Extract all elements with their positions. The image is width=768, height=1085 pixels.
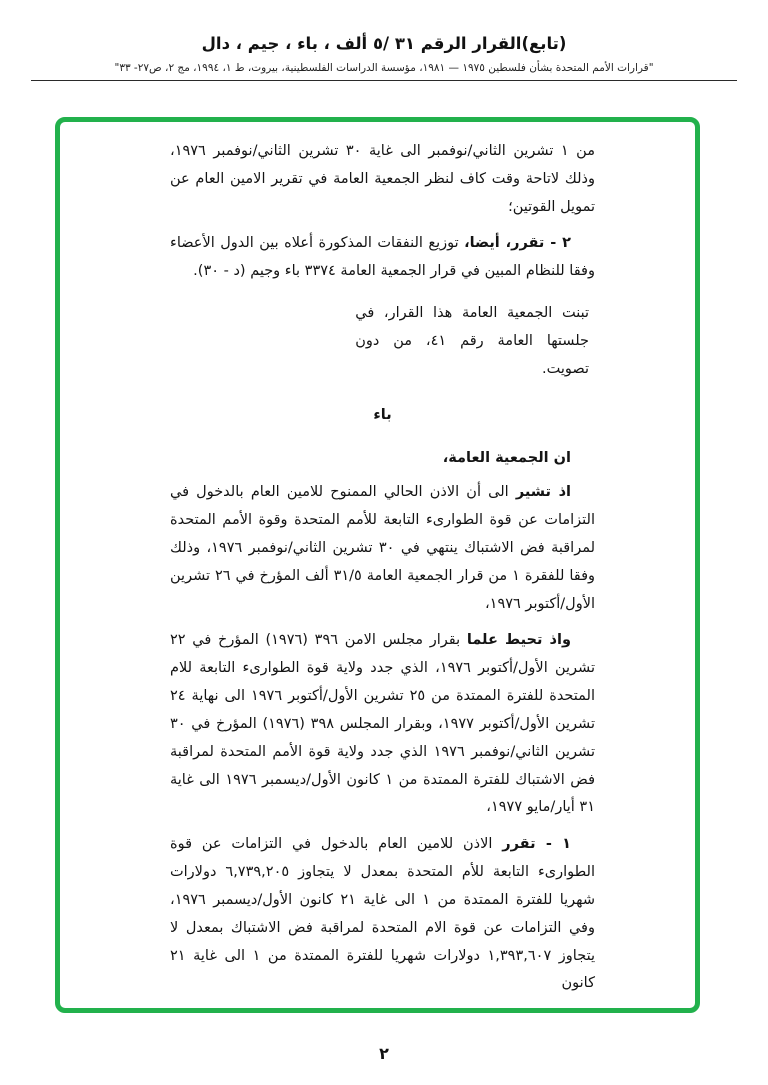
- paragraph: [170, 445, 595, 473]
- paragraph: [170, 402, 595, 430]
- paragraph: [355, 300, 589, 383]
- paragraph-text: توزيع النفقات المذكورة أعلاه بين الدول الأعضاء وفقا للنظام المبين في قرار الجمعية العامة ٣٣٧٤ باء وجيم (د - ٣٠).: [170, 235, 595, 280]
- paragraph: [170, 479, 595, 618]
- paragraph: [170, 627, 595, 822]
- document-body: [170, 138, 595, 1007]
- paragraph-text: تبنت الجمعية العامة هذا القرار، في جلستها العامة رقم ٤١، من دون تصويت.: [355, 305, 589, 377]
- document-title: (تابع)القرار الرقم ٣١ /٥ ألف ، باء ، جيم ، دال: [201, 34, 567, 53]
- paragraph-text: الاذن للامين العام بالدخول في التزامات عن قوة الطوارىء التابعة للأم المتحدة بمعدل لا يتجاوز ٦,٧٣٩,٢٠٥ دولارات شهريا للفترة الممتدة من ١ الى غاية ٢١ كانون الأول/ديسمبر ١٩٧٦، وفي التزامات عن قوة الام المتحدة لمراقبة فض الاشتباك بمعدل لا يتجاوز ١,٣٩٣,٦٠٧ دولارات شهريا للفترة الممتدة من ١ الى غاية ٢١ كانون: [170, 836, 596, 992]
- paragraph-text: باء: [373, 406, 392, 423]
- paragraph-lead: اذ تشير: [515, 484, 571, 501]
- header-divider: [31, 80, 737, 81]
- paragraph-text: الى أن الاذن الحالي الممنوح للامين العام بالدخول في التزامات عن قوة الطوارىء التابعة للأمم المتحدة وقوة الأمم المتحدة لمراقبة فض الاشتباك ينتهي في ٣٠ تشرين الثاني/نوفمبر ١٩٧٦، وذلك وفقا للفقرة ١ من قرار الجمعية العامة ٣١/٥ ألف المؤرخ في ٢٦ تشرين الأول/أكتوبر ١٩٧٦،: [170, 484, 596, 612]
- source-citation: "قرارات الأمم المتحدة بشأن فلسطين ١٩٧٥ — ١٩٨١، مؤسسة الدراسات الفلسطينية، بيروت، ط ١، ١٩٩٤، مج ٢، ص٢٧- ٣٣": [114, 62, 654, 74]
- paragraph: [170, 138, 595, 221]
- paragraph-text: من ١ تشرين الثاني/نوفمبر الى غاية ٣٠ تشرين الثاني/نوفمبر ١٩٧٦، وذلك لاتاحة وقت كاف لنظر الجمعية العامة في تقرير الامين العام عن تمويل القوتين؛: [170, 143, 595, 215]
- paragraph: [170, 230, 595, 286]
- page-header: [0, 0, 768, 81]
- paragraph-text: بقرار مجلس الامن ٣٩٦ (١٩٧٦) المؤرخ في ٢٢ تشرين الأول/أكتوبر ١٩٧٦، الذي جدد ولاية قوة الطوارىء التابعة للام المتحدة للفترة الممتدة من ٢٥ تشرين الأول/أكتوبر ١٩٧٦ الى نهاية ٢٤ تشرين الأول/أكتوبر ١٩٧٧، وبقرار المجلس ٣٩٨ (١٩٧٦) المؤرخ في ٣٠ تشرين الثاني/نوفمبر ١٩٧٦ الذي جدد ولاية قوة الأمم المتحدة لمراقبة فض الاشتباك للفترة الممتدة من ١ كانون الأول/ديسمبر ١٩٧٦ الى غاية ٣١ أيار/مايو ١٩٧٧،: [170, 632, 596, 816]
- paragraph-lead: ١ - تقرر: [502, 836, 571, 853]
- content-frame: [55, 117, 700, 1013]
- paragraph-lead: ٢ - تقرر، أيضا،: [464, 235, 571, 252]
- page-number: ٢: [379, 1044, 389, 1063]
- page-footer: [0, 1044, 768, 1063]
- paragraph: [170, 831, 595, 998]
- paragraph-lead: ان الجمعية العامة،: [442, 450, 571, 467]
- paragraph-lead: واذ تحيط علما: [466, 632, 571, 649]
